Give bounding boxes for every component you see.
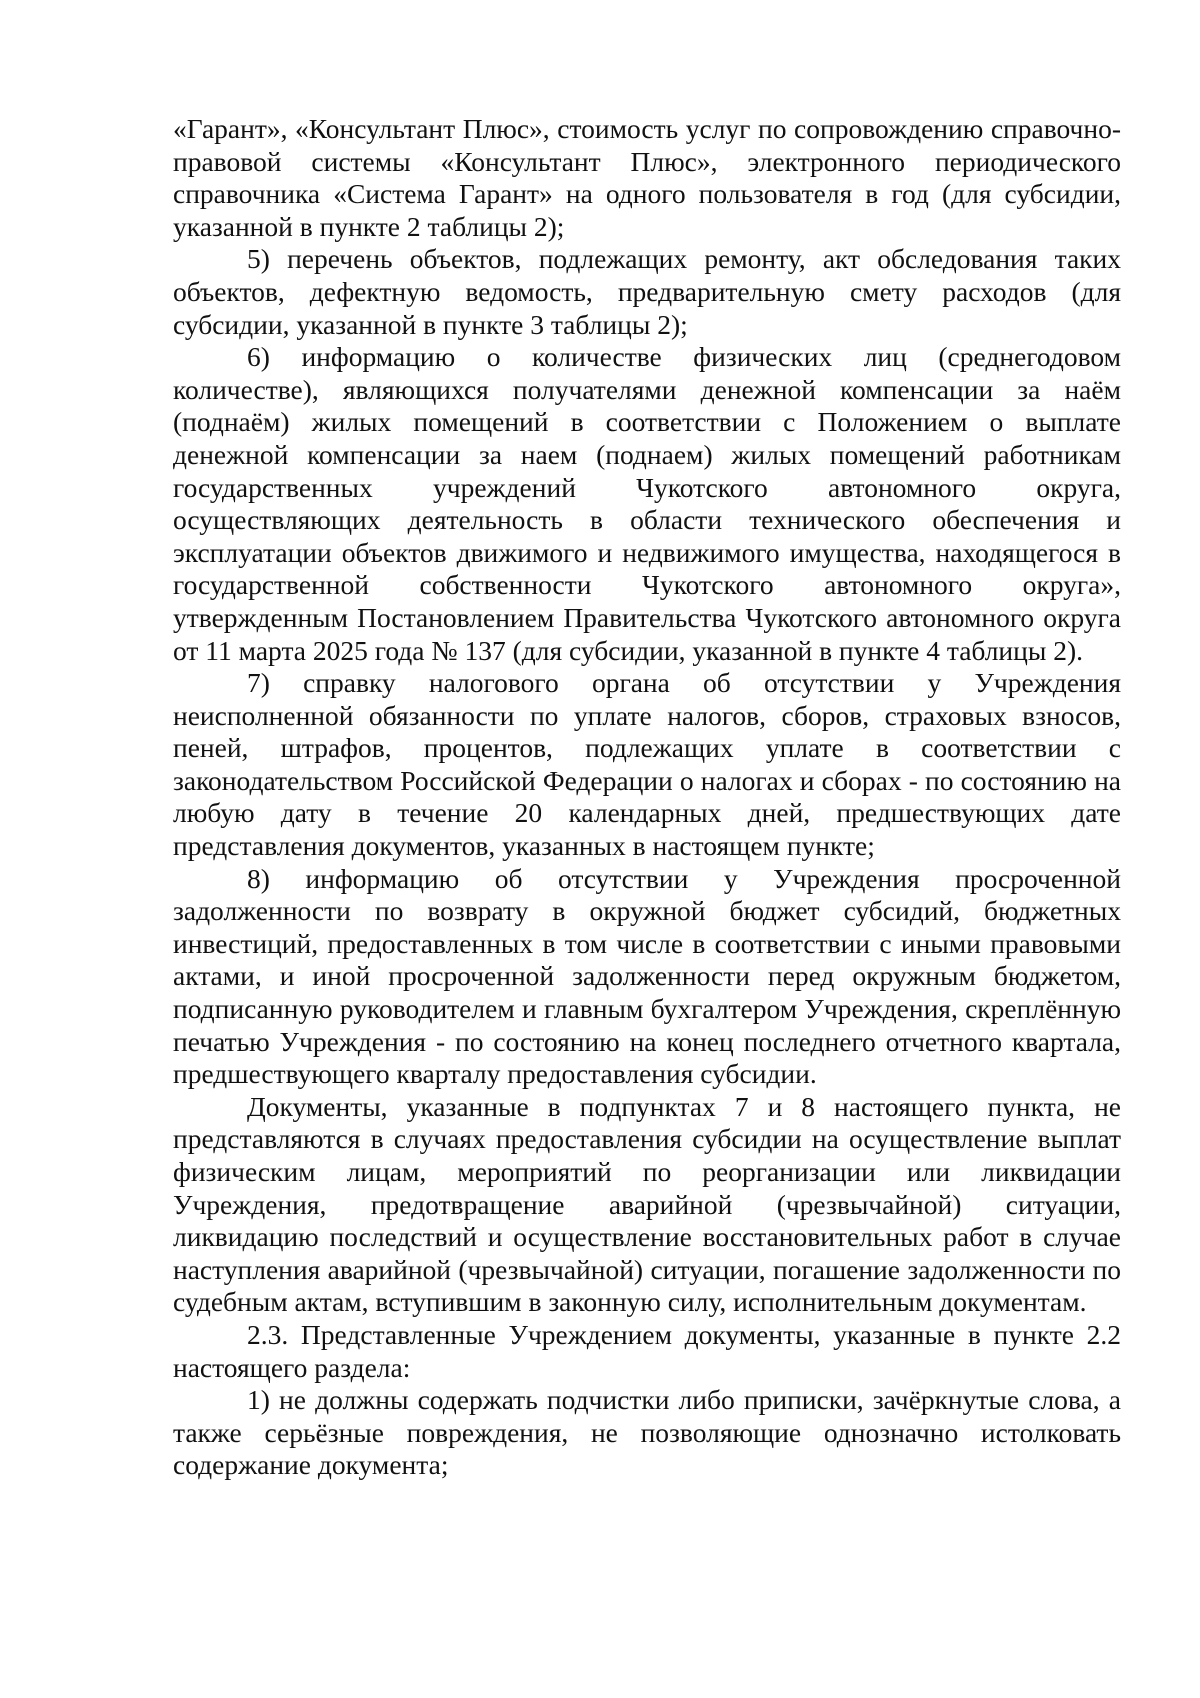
paragraph-item-8: 8) информацию об отсутствии у Учреждения просроченной задолженности по возврату в окружной бюджет субсидий, бюджетных инвестиций, предоставленных в том числе в соответствии с иными правовыми актами, и иной просроченной задолженности перед окружным бюджетом, подписанную руководителем и главным бухгалтером Учреждения, скреплённую печатью Учреждения - по состоянию на конец последнего отчетного квартала, предшествующего кварталу предоставления субсидии.	[173, 862, 1121, 1090]
paragraph-continuation: «Гарант», «Консультант Плюс», стоимость услуг по сопровождению справочно-правовой системы «Консультант Плюс», электронного периодического справочника «Система Гарант» на одного пользователя в год (для субсидии, указанной в пункте 2 таблицы 2);	[173, 113, 1121, 242]
paragraph-item-5: 5) перечень объектов, подлежащих ремонту, акт обследования таких объектов, дефектную ведомость, предварительную смету расходов (для субсидии, указанной в пункте 3 таблицы 2);	[173, 243, 1121, 340]
document-page	[173, 113, 1121, 1482]
paragraph-item-6: 6) информацию о количестве физических лиц (среднегодовом количестве), являющихся получателями денежной компенсации за наём (поднаём) жилых помещений в соответствии с Положением о выплате денежной компенсации за наем (поднаем) жилых помещений работникам государственных учреждений Чукотского автономного округа, осуществляющих деятельность в области технического обеспечения и эксплуатации объектов движимого и недвижимого имущества, находящегося в государственной собственности Чукотского автономного округа», утвержденным Постановлением Правительства Чукотского автономного округа от 11 марта 2025 года № 137 (для субсидии, указанной в пункте 4 таблицы 2).	[173, 341, 1121, 666]
paragraph-section-2-3: 2.3. Представленные Учреждением документы, указанные в пункте 2.2 настоящего раздела:	[173, 1318, 1121, 1383]
paragraph-item-7: 7) справку налогового органа об отсутствии у Учреждения неисполненной обязанности по уплате налогов, сборов, страховых взносов, пеней, штрафов, процентов, подлежащих уплате в соответствии с законодательством Российской Федерации о налогах и сборах - по состоянию на любую дату в течение 20 календарных дней, предшествующих дате представления документов, указанных в настоящем пункте;	[173, 667, 1121, 862]
paragraph-exceptions: Документы, указанные в подпунктах 7 и 8 настоящего пункта, не представляются в случаях предоставления субсидии на осуществление выплат физическим лицам, мероприятий по реорганизации или ликвидации Учреждения, предотвращение аварийной (чрезвычайной) ситуации, ликвидацию последствий и осуществление восстановительных работ в случае наступления аварийной (чрезвычайной) ситуации, погашение задолженности по судебным актам, вступившим в законную силу, исполнительным документам.	[173, 1090, 1121, 1318]
paragraph-item-1: 1) не должны содержать подчистки либо приписки, зачёркнутые слова, а также серьёзные повреждения, не позволяющие однозначно истолковать содержание документа;	[173, 1384, 1121, 1481]
